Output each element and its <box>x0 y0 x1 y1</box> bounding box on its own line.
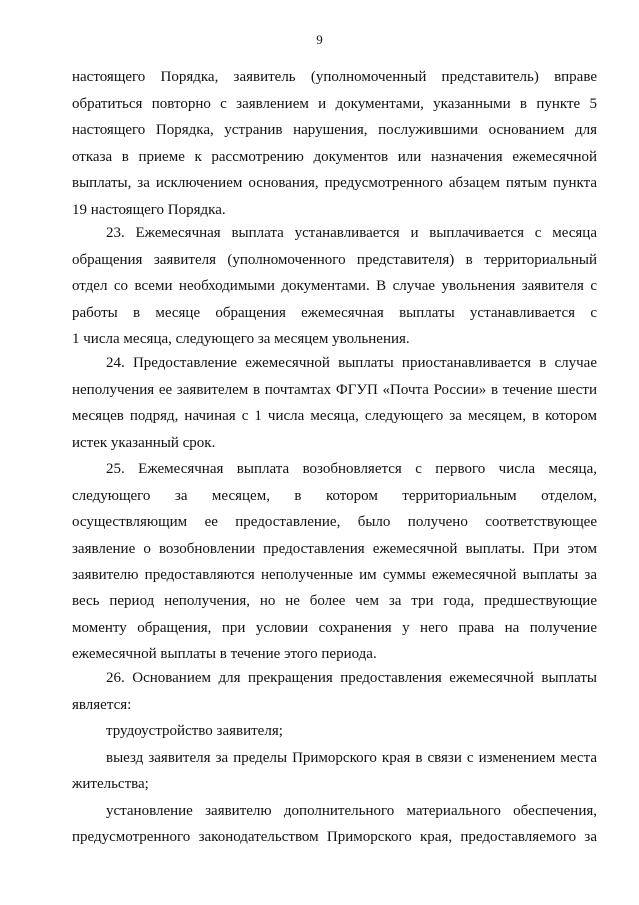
text-line: неполучения ее заявителем в почтамтах ФГУП «Почта России» в течение шести <box>72 382 597 398</box>
text-line: весь период неполучения, но не более чем за три года, предшествующие <box>72 593 597 609</box>
text-line: осуществляющим ее предоставление, было получено соответствующее <box>72 514 597 530</box>
text-line: истек указанный срок. <box>72 435 216 451</box>
text-line: выплаты, за исключением основания, предусмотренного абзацем пятым пункта <box>72 175 597 191</box>
list-item-employment: трудоустройство заявителя; <box>106 723 283 739</box>
text-line: жительства; <box>72 776 149 792</box>
text-line: 19 настоящего Порядка. <box>72 202 226 218</box>
paragraph-23-start: 23. Ежемесячная выплата устанавливается и выплачивается с месяца <box>106 225 597 241</box>
text-line: настоящего Порядка, устранив нарушения, послужившими основанием для <box>72 122 597 138</box>
paragraph-26-start: 26. Основанием для прекращения предоставления ежемесячной выплаты <box>106 670 597 686</box>
text-line: обратиться повторно с заявлением и документами, указанными в пункте 5 <box>72 96 597 112</box>
page-number: 9 <box>316 32 323 47</box>
text-line: месяцев подряд, начиная с 1 числа месяца, следующего за месяцем, в котором <box>72 408 597 424</box>
text-line: отдел со всеми необходимыми документами. В случае увольнения заявителя с <box>72 278 597 294</box>
list-item-relocation: выезд заявителя за пределы Приморского края в связи с изменением места <box>106 750 597 766</box>
text-line: заявление о возобновлении предоставления ежемесячной выплаты. При этом <box>72 541 597 557</box>
text-line: настоящего Порядка, заявитель (уполномоченный представитель) вправе <box>72 69 597 85</box>
text-line: работы в месяце обращения ежемесячная выплаты устанавливается с <box>72 305 597 321</box>
text-line: является: <box>72 697 132 713</box>
text-line: ежемесячной выплаты в течение этого периода. <box>72 646 377 662</box>
text-line: обращения заявителя (уполномоченного представителя) в территориальный <box>72 252 597 268</box>
text-line: отказа в приеме к рассмотрению документов или назначения ежемесячной <box>72 149 597 165</box>
text-line: моменту обращения, при условии сохранения у него права на получение <box>72 620 597 636</box>
paragraph-24-start: 24. Предоставление ежемесячной выплаты приостанавливается в случае <box>106 355 597 371</box>
list-item-additional-support: установление заявителю дополнительного материального обеспечения, <box>106 803 597 819</box>
paragraph-25-start: 25. Ежемесячная выплата возобновляется с первого числа месяца, <box>106 461 597 477</box>
text-line: 1 числа месяца, следующего за месяцем увольнения. <box>72 331 410 347</box>
text-line: заявителю предоставляются неполученные им суммы ежемесячной выплаты за <box>72 567 597 583</box>
text-line: предусмотренного законодательством Приморского края, предоставляемого за <box>72 829 597 845</box>
text-line: следующего за месяцем, в котором территориальным отделом, <box>72 488 597 504</box>
